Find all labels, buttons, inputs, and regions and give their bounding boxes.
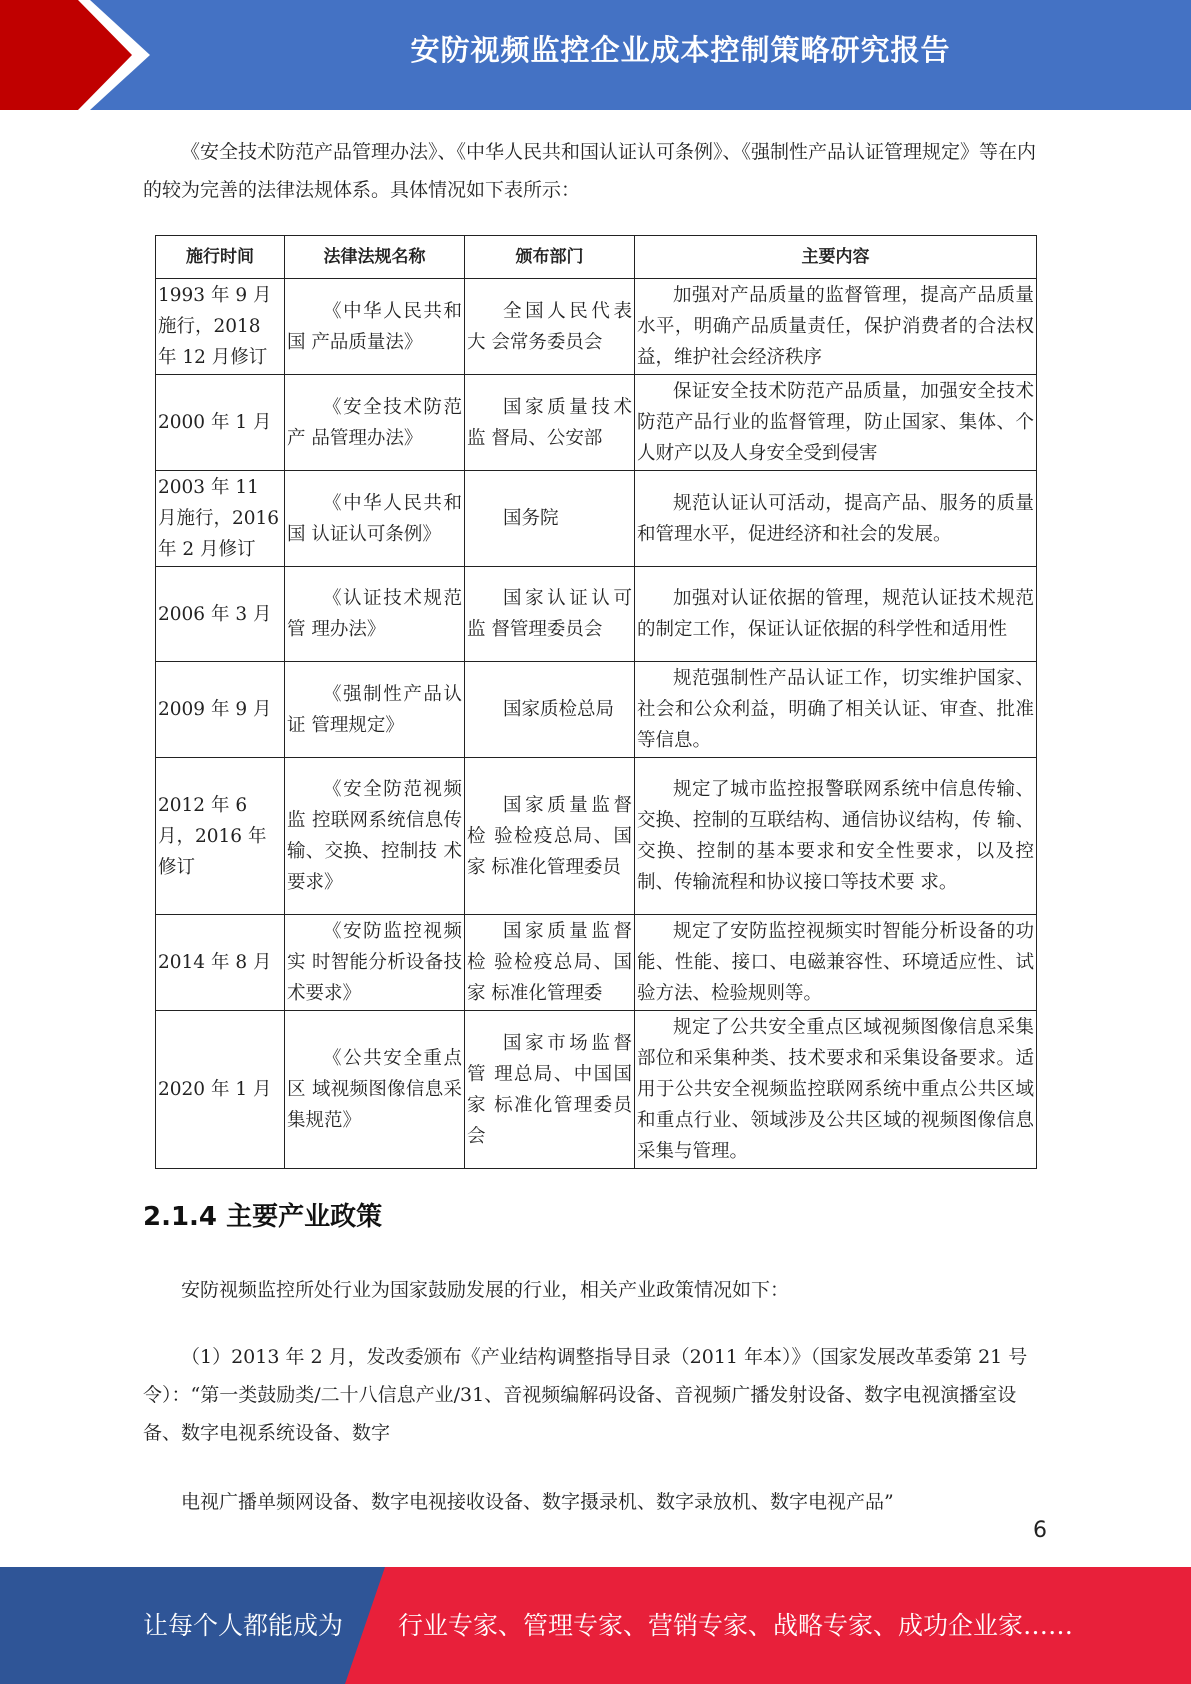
cell-name: 《安防监控视频实 时智能分析设备技 术要求》 [285,915,465,1011]
cell-name: 《安全技术防范产 品管理办法》 [285,375,465,471]
policy-intro-paragraph: 安防视频监控所处行业为国家鼓励发展的行业，相关产业政策情况如下： [181,1279,790,1301]
footer-slogan-left: 让每个人都能成为 [143,1611,344,1640]
cell-name: 《中华人民共和国 认证认可条例》 [285,471,465,567]
cell-time: 2009 年 9 月 [156,662,285,758]
table-row [156,279,1037,375]
table-row [156,375,1037,471]
cell-time: 2003 年 11 月施行，2016 年 2 月修订 [156,471,285,567]
intro-paragraph: 《安全技术防范产品管理办法》、《中华人民共和国认证认可条例》、《强制性产品认证管理规定》等在内的较为完善的法律法规体系。具体情况如下表所示： [143,141,1037,201]
page-number: 6 [1033,1518,1047,1543]
cell-dept: 国务院 [465,471,635,567]
table-row [156,567,1037,662]
table-row [156,662,1037,758]
policy-item-paragraph: （1）2013 年 2 月，发改委颁布《产业结构调整指导目录（2011 年本）》（国家发展改革委第 21 号令）：“第一类鼓励类/二十八信息产业/31、音视频编解码设备、音视频广播发射设备、数字电视演播室设备、数字电视系统设备、数字 [143,1346,1028,1444]
header-dept: 颁布部门 [465,236,635,279]
cell-dept: 国家质量监督检 验检疫总局、国家 标准化管理委 [465,915,635,1011]
cell-dept: 国家质量监督检 验检疫总局、国家 标准化管理委员 [465,758,635,915]
cell-name: 《公共安全重点区 域视频图像信息采 集规范》 [285,1011,465,1169]
header-name: 法律法规名称 [285,236,465,279]
laws-table [155,235,1037,1169]
cell-dept: 国家认证认可监 督管理委员会 [465,567,635,662]
report-title: 安防视频监控企业成本控制策略研究报告 [410,33,951,67]
table-row [156,471,1037,567]
cell-name: 《认证技术规范管 理办法》 [285,567,465,662]
cell-name: 《强制性产品认证 管理规定》 [285,662,465,758]
cell-dept: 国家质量技术监 督局、公安部 [465,375,635,471]
header-content: 主要内容 [635,236,1037,279]
cell-content: 保证安全技术防范产品质量，加强安全技术 防范产品行业的监督管理，防止国家、集体、个人财产以及人身安全受到侵害 [635,375,1037,471]
page-header [0,0,1191,110]
cell-content: 规范认证认可活动，提高产品、服务的质量 和管理水平，促进经济和社会的发展。 [635,471,1037,567]
cell-dept: 国家质检总局 [465,662,635,758]
cell-time: 1993 年 9 月施行，2018 年 12 月修订 [156,279,285,375]
footer-slogan-right: 行业专家、管理专家、营销专家、战略专家、成功企业家…… [398,1611,1074,1640]
page-footer [0,1567,1191,1684]
table-row [156,758,1037,915]
cell-content: 规范强制性产品认证工作，切实维护国家、社会和公众利益，明确了相关认证、审查、批准等信息。 [635,662,1037,758]
cell-time: 2020 年 1 月 [156,1011,285,1169]
cell-time: 2014 年 8 月 [156,915,285,1011]
cell-content: 规定了安防监控视频实时智能分析设备的功能、性能、接口、电磁兼容性、环境适应性、试验方法、检验规则等。 [635,915,1037,1011]
cell-dept: 国家市场监督管 理总局、中国国家 标准化管理委员 会 [465,1011,635,1169]
table-row [156,1011,1037,1169]
table-header-row [156,236,1037,279]
cell-name: 《中华人民共和国 产品质量法》 [285,279,465,375]
cell-time: 2000 年 1 月 [156,375,285,471]
policy-continuation-paragraph: 电视广播单频网设备、数字电视接收设备、数字摄录机、数字录放机、数字电视产品” [181,1491,894,1513]
table-row [156,915,1037,1011]
cell-time: 2012 年 6 月，2016 年修订 [156,758,285,915]
section-heading: 2.1.4 主要产业政策 [143,1202,383,1232]
cell-dept: 全国人民代表大 会常务委员会 [465,279,635,375]
cell-content: 规定了城市监控报警联网系统中信息传输、 交换、控制的互联结构、通信协议结构，传 输、交换、控制的基本要求和安全性要求，以及控制、传输流程和协议接口等技术要 求。 [635,758,1037,915]
cell-content: 加强对产品质量的监督管理，提高产品质量 水平，明确产品质量责任，保护消费者的合法权益，维护社会经济秩序 [635,279,1037,375]
cell-content: 规定了公共安全重点区域视频图像信息采集部位和采集种类、技术要求和采集设备要求。适用于公共安全视频监控联网系统中重点公共区域和重点行业、领域涉及公共区域的视频图像信息采集与管理。 [635,1011,1037,1169]
cell-name: 《安全防范视频监 控联网系统信息传 输、交换、控制技 术要求》 [285,758,465,915]
header-time: 施行时间 [156,236,285,279]
cell-time: 2006 年 3 月 [156,567,285,662]
cell-content: 加强对认证依据的管理，规范认证技术规范 的制定工作，保证认证依据的科学性和适用性 [635,567,1037,662]
header-arrow-decoration [0,0,160,110]
